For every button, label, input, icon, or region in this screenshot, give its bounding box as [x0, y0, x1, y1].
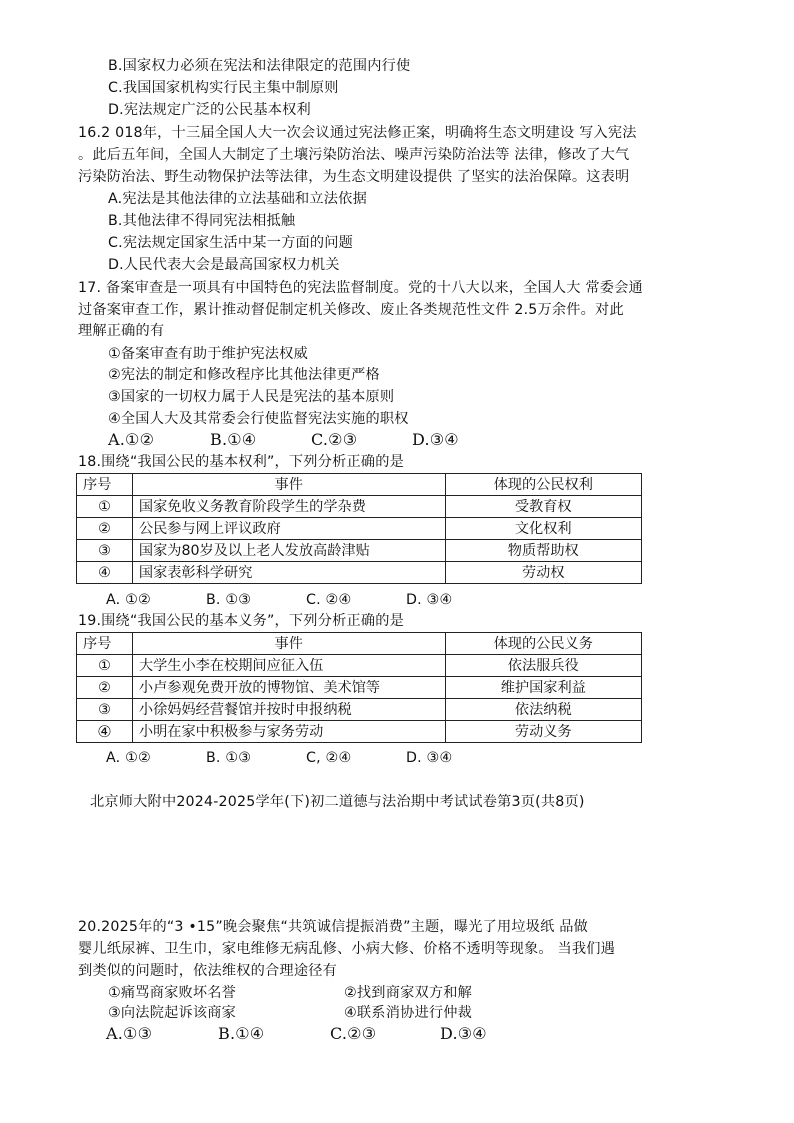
q17-option-b: B.①④: [210, 430, 257, 449]
q17-option-a: A.①②: [108, 430, 155, 449]
row-event: 小徐妈妈经营餐馆并按时申报纳税: [132, 699, 445, 721]
q20-stem-line1: 20.2025年的“3 •15”晚会聚焦“共筑诚信提振消费”主题，曝光了用垃圾纸 品做: [78, 919, 589, 935]
header-cell: 事件: [132, 474, 445, 496]
header-cell: 体现的公民权利: [445, 474, 642, 496]
row-duty: 依法服兵役: [445, 655, 641, 677]
q20-statement-1: ①痛骂商家败坏名誉: [108, 985, 237, 1001]
q17-stem-line1: 17. 备案审查是一项具有中国特色的宪法监督制度。党的十八大以来，全国人大 常委会通: [78, 280, 643, 296]
page-footer: 北京师大附中2024-2025学年(下)初二道德与法治期中考试试卷第3页(共8页): [90, 794, 585, 810]
row-number: ②: [77, 677, 133, 699]
row-number: ③: [77, 540, 133, 562]
row-number: ④: [77, 721, 133, 743]
q17-stem-line3: 理解正确的有: [78, 323, 165, 339]
q17-statement-4: ④全国人大及其常委会行使监督宪法实施的职权: [108, 411, 409, 427]
q20-option-b: B.①④: [218, 1024, 265, 1043]
q18-stem: 18.围绕“我国公民的基本权利”，下列分析正确的是: [78, 454, 405, 470]
q18-option-d: D. ③④: [406, 592, 453, 608]
row-right: 文化权利: [445, 518, 642, 540]
q20-option-c: C.②③: [330, 1024, 377, 1043]
q16-option-d: D.人民代表大会是最高国家权力机关: [108, 257, 340, 273]
row-event: 国家为80岁及以上老人发放高龄津贴: [132, 540, 445, 562]
row-event: 国家免收义务教育阶段学生的学杂费: [132, 496, 445, 518]
q20-statement-2: ②找到商家双方和解: [344, 985, 473, 1001]
q20-stem-line3: 到类似的问题时，依法维权的合理途径有: [78, 963, 337, 979]
row-event: 小卢参观免费开放的博物馆、美术馆等: [132, 677, 445, 699]
header-cell: 体现的公民义务: [445, 633, 641, 655]
row-number: ①: [77, 496, 133, 518]
row-event: 公民参与网上评议政府: [132, 518, 445, 540]
q19-stem: 19.围绕“我国公民的基本义务”，下列分析正确的是: [78, 613, 405, 629]
q15-option-c: C.我国国家机构实行民主集中制原则: [108, 80, 339, 96]
q19-option-a: A. ①②: [106, 750, 151, 766]
row-event: 大学生小李在校期间应征入伍: [132, 655, 445, 677]
row-number: ③: [77, 699, 133, 721]
q20-statement-3: ③向法院起诉该商家: [108, 1005, 237, 1021]
q19-option-c: C, ②④: [306, 750, 352, 766]
q17-option-d: D.③④: [412, 430, 459, 449]
row-duty: 劳动义务: [445, 721, 641, 743]
row-event: 国家表彰科学研究: [132, 562, 445, 584]
row-number: ①: [77, 655, 133, 677]
q18-option-b: B. ①③: [206, 592, 252, 608]
header-cell: 事件: [132, 633, 445, 655]
row-number: ④: [77, 562, 133, 584]
row-right: 物质帮助权: [445, 540, 642, 562]
q16-stem-line1: 16.2 018年，十三届全国人大一次会议通过宪法修正案，明确将生态文明建设 写入宪法: [78, 125, 637, 141]
row-duty: 依法纳税: [445, 699, 641, 721]
q17-statement-1: ①备案审查有助于维护宪法权威: [108, 346, 308, 362]
header-cell: 序号: [77, 474, 133, 496]
q18-option-a: A. ①②: [106, 592, 151, 608]
q19-option-d: D. ③④: [406, 750, 453, 766]
q20-option-a: A.①③: [106, 1024, 153, 1043]
q19-option-b: B. ①③: [206, 750, 252, 766]
table-row: [77, 496, 642, 518]
table-header-row: [77, 474, 642, 496]
table-row: [77, 562, 642, 584]
q20-option-d: D.③④: [440, 1024, 487, 1043]
q15-option-d: D.宪法规定广泛的公民基本权利: [108, 102, 311, 118]
q19-table: [76, 632, 642, 743]
q17-statement-2: ②宪法的制定和修改程序比其他法律更严格: [108, 367, 380, 383]
q18-table: [76, 473, 642, 584]
row-event: 小明在家中积极参与家务劳动: [132, 721, 445, 743]
table-row: [77, 518, 642, 540]
table-row: [77, 655, 642, 677]
q20-stem-line2: 婴儿纸尿裤、卫生巾，家电维修无病乱修、小病大修、价格不透明等现象。 当我们遇: [78, 941, 616, 957]
q18-option-c: C. ②④: [306, 592, 352, 608]
table-row: [77, 540, 642, 562]
q17-option-c: C.②③: [311, 430, 358, 449]
row-right: 受教育权: [445, 496, 642, 518]
row-right: 劳动权: [445, 562, 642, 584]
q16-option-c: C.宪法规定国家生活中某一方面的问题: [108, 235, 354, 251]
table-row: [77, 721, 642, 743]
q16-option-a: A.宪法是其他法律的立法基础和立法依据: [108, 191, 367, 207]
table-header-row: [77, 633, 642, 655]
q16-option-b: B.其他法律不得同宪法相抵触: [108, 213, 296, 229]
header-cell: 序号: [77, 633, 133, 655]
table-row: [77, 699, 642, 721]
row-duty: 维护国家利益: [445, 677, 641, 699]
q15-option-b: B.国家权力必须在宪法和法律限定的范围内行使: [108, 58, 411, 74]
q16-stem-line3: 污染防治法、野生动物保护法等法律，为生态文明建设提供 了坚实的法治保障。这表明: [78, 169, 630, 185]
q20-statement-4: ④联系消协进行仲裁: [344, 1005, 473, 1021]
q16-stem-line2: 。此后五年间，全国人大制定了土壤污染防治法、噪声污染防治法等 法律，修改了大气: [78, 147, 630, 163]
table-row: [77, 677, 642, 699]
q17-statement-3: ③国家的一切权力属于人民是宪法的基本原则: [108, 389, 395, 405]
row-number: ②: [77, 518, 133, 540]
q17-stem-line2: 过备案审查工作，累计推动督促制定机关修改、废止各类规范性文件 2.5万余件。对此: [78, 302, 624, 318]
